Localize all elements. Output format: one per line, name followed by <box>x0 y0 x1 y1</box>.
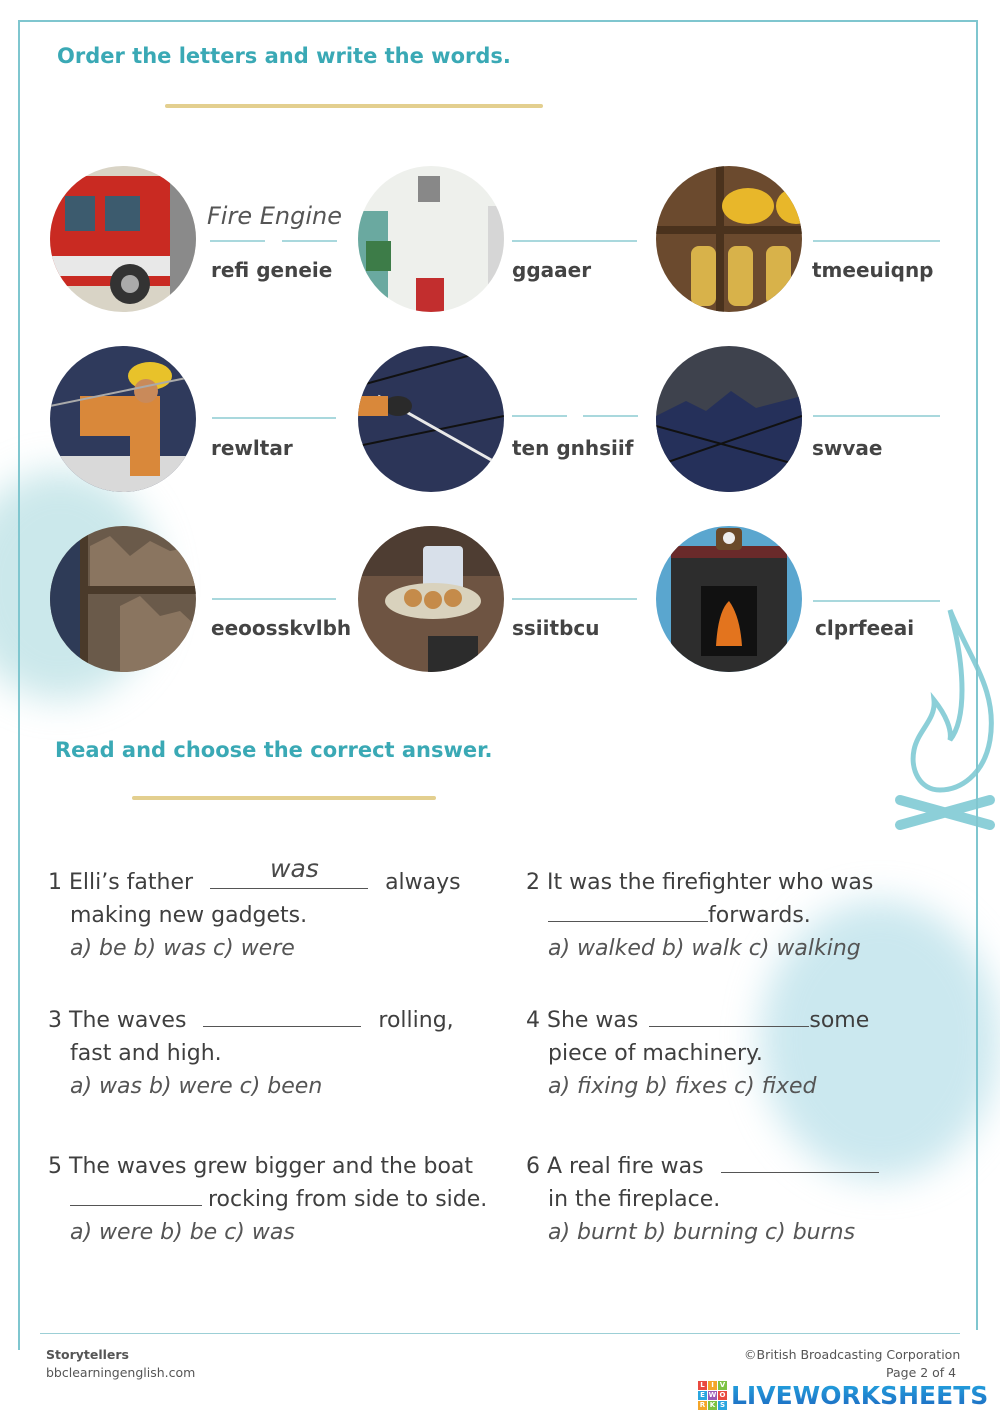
question-4-line2: piece of machinery. <box>548 1041 763 1066</box>
question-3-options: a) was b) were c) been <box>70 1074 323 1099</box>
scrambled-9: clprfeeai <box>815 616 915 640</box>
question-6-blank[interactable] <box>721 1152 879 1173</box>
garage-picture <box>358 166 504 312</box>
equipment-picture <box>656 166 802 312</box>
question-2-after: forwards. <box>708 903 811 928</box>
question-2-number: 2 <box>526 870 540 895</box>
scrambled-3: tmeeuiqnp <box>812 258 934 282</box>
fishing-net-picture <box>358 346 504 492</box>
scrambled-8: ssiitbcu <box>512 616 600 640</box>
question-5-after: rocking from side to side. <box>208 1187 488 1212</box>
answer-line-8[interactable] <box>512 598 637 600</box>
question-6-before: A real fire was <box>547 1154 704 1179</box>
question-2-blank[interactable] <box>548 901 708 922</box>
answer-line-1a <box>210 240 265 242</box>
liveworksheets-logo-icon: L I V E W O R K S <box>699 1380 726 1409</box>
footer-divider <box>40 1333 960 1334</box>
answer-1[interactable]: Fire Engine <box>207 202 342 230</box>
page-border-left <box>18 20 20 1350</box>
footer-page: Page 2 of 4 <box>886 1365 957 1380</box>
question-3-blank[interactable] <box>203 1006 361 1027</box>
question-5-number: 5 <box>48 1154 62 1179</box>
question-2 <box>526 866 956 965</box>
question-2-options: a) walked b) walk c) walking <box>548 936 861 961</box>
fireplace-picture <box>656 526 802 672</box>
answer-line-9[interactable] <box>813 600 940 602</box>
question-3-after: rolling, <box>378 1008 454 1033</box>
footer-copyright: ©British Broadcasting Corporation <box>744 1347 961 1362</box>
answer-line-7[interactable] <box>212 598 336 600</box>
liveworksheets-watermark[interactable] <box>698 1380 988 1410</box>
scrambled-4: rewltar <box>211 436 293 460</box>
scrambled-1: refi geneie <box>211 258 333 282</box>
scrambled-5: ten gnhsiif <box>512 436 634 460</box>
question-6-line2: in the fireplace. <box>548 1187 721 1212</box>
scrambled-7: eeoosskvlbh <box>211 616 352 640</box>
liveworksheets-text: LIVEWORKSHEETS <box>731 1380 989 1410</box>
question-6-options: a) burnt b) burning c) burns <box>548 1220 856 1245</box>
question-5-options: a) were b) be c) was <box>70 1220 295 1245</box>
question-3-line2: fast and high. <box>70 1041 222 1066</box>
question-5-blank[interactable] <box>70 1185 202 1206</box>
question-6-number: 6 <box>526 1154 540 1179</box>
question-4-options: a) fixing b) fixes c) fixed <box>548 1074 817 1099</box>
footer-series: Storytellers <box>46 1347 129 1362</box>
section2-decor-line <box>132 796 436 800</box>
page-border-right <box>976 20 978 1330</box>
scrambled-2: ggaaer <box>512 258 592 282</box>
answer-line-2[interactable] <box>512 240 637 242</box>
waves-picture <box>656 346 802 492</box>
question-1-after: always <box>385 870 461 895</box>
fire-engine-picture <box>50 166 196 312</box>
answer-line-3[interactable] <box>813 240 940 242</box>
question-6 <box>526 1150 956 1249</box>
scrambled-6: swvae <box>812 436 883 460</box>
question-5-before: The waves grew bigger and the boat <box>69 1154 474 1179</box>
question-3-before: The waves <box>69 1008 187 1033</box>
question-4-after: some <box>809 1008 870 1033</box>
question-1-options: a) be b) was c) were <box>70 936 295 961</box>
page-border-top <box>18 20 978 22</box>
answer-line-4[interactable] <box>212 417 336 419</box>
answer-line-5a[interactable] <box>512 415 567 417</box>
question-1-line2: making new gadgets. <box>70 903 308 928</box>
question-3 <box>48 1004 478 1103</box>
question-4-before: She was <box>547 1008 639 1033</box>
section1-decor-line <box>165 104 543 108</box>
question-1-number: 1 <box>48 870 62 895</box>
answer-line-1b <box>282 240 337 242</box>
biscuits-picture <box>358 526 504 672</box>
answer-line-6[interactable] <box>813 415 940 417</box>
question-1-before: Elli’s father <box>69 870 194 895</box>
question-4-blank[interactable] <box>649 1006 809 1027</box>
bookshelves-picture <box>50 526 196 672</box>
section1-title: Order the letters and write the words. <box>57 44 511 68</box>
question-4-number: 4 <box>526 1008 540 1033</box>
question-2-before: It was the firefighter who was <box>547 870 874 895</box>
section2-title: Read and choose the correct answer. <box>55 738 493 762</box>
footer-website[interactable]: bbclearningenglish.com <box>46 1365 196 1380</box>
question-4 <box>526 1004 956 1103</box>
question-5 <box>48 1150 528 1249</box>
trawler-picture <box>50 346 196 492</box>
question-3-number: 3 <box>48 1008 62 1033</box>
answer-line-5b[interactable] <box>583 415 638 417</box>
question-1 <box>48 866 478 965</box>
question-1-answer[interactable]: was <box>270 854 319 883</box>
